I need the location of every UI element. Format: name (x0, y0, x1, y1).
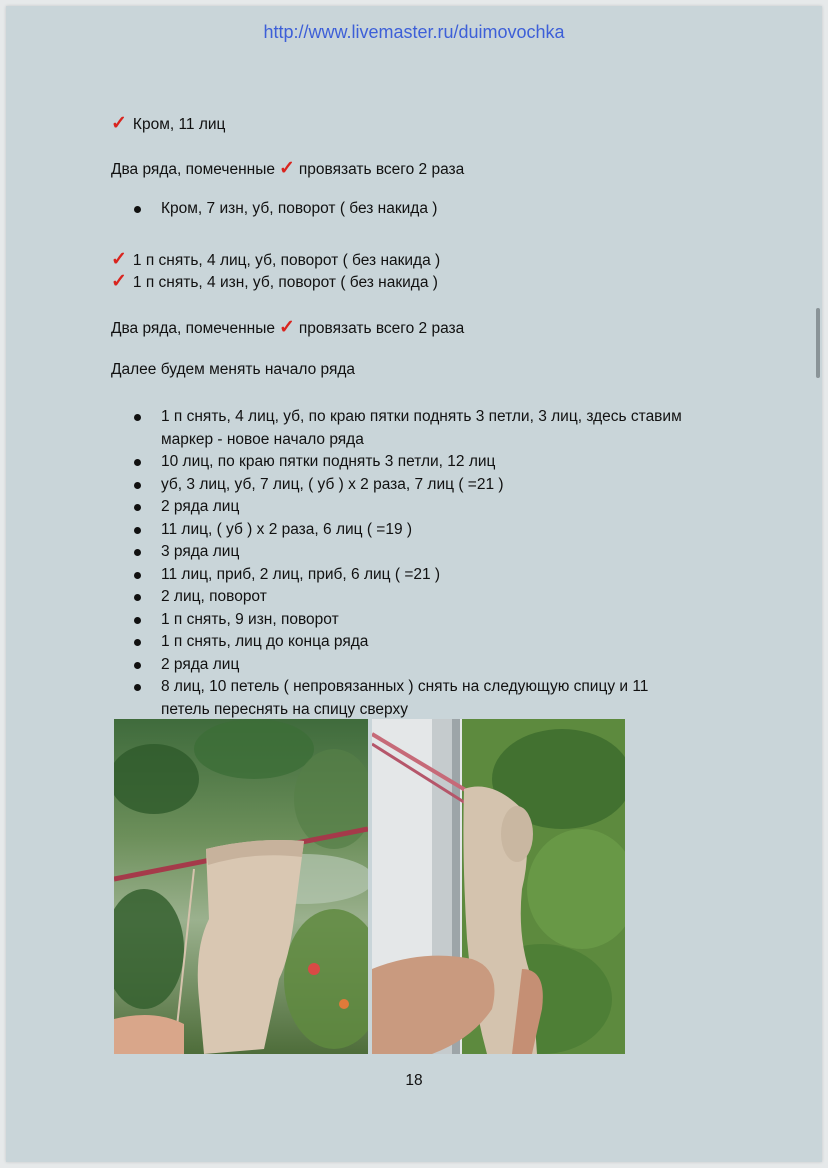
document-page: http://www.livemaster.ru/duimovochka ✓ Кром, 11 лиц Два ряда, помеченные ✓ провязать всего 2 раза Кром, 7 изн, уб, поворот ( без накида ) ✓ 1 п снять, 4 лиц, уб, поворот ( без накида ) ✓ 1 п снять, 4 изн, уб, поворот ( без накида ) Два ряда, помеченные ✓ провязать всего 2 раза Далее будем менять начало ряда 1 п снять, 4 лиц, уб, по краю пятки поднять 3 петли, 3 лиц, здесь ставим маркер - новое начало ряда 10 лиц, по краю пятки поднять 3 петли, 12 лиц уб, 3 лиц, уб, 7 лиц, ( уб ) х 2 раза, 7 лиц ( =21 ) 2 ряда лиц 11 лиц, ( уб ) х 2 раза, 6 лиц ( =19 ) 3 ряда лиц 11 лиц, приб, 2 лиц, приб, 6 лиц ( =21 ) 2 лиц, поворот 1 п снять, 9 изн, поворот 1 п снять, лиц до конца ряда 2 ряда лиц 8 лиц, 10 петель ( непровязанных ) снять на следующую спицу и 11 петель переснять на спицу сверху 18 (6, 6, 822, 1162)
list-item-text: 1 п снять, 4 лиц, уб, по краю пятки поднять 3 петли, 3 лиц, здесь ставим (161, 408, 682, 425)
list-item-text: 3 ряда лиц (161, 543, 240, 560)
check-line-3: ✓ 1 п снять, 4 изн, уб, поворот ( без накида ) (111, 271, 438, 292)
bullet-icon (134, 527, 141, 534)
bullet-icon (134, 206, 141, 213)
bullet-icon (134, 459, 141, 466)
bullet-icon (134, 572, 141, 579)
list-item-text: 2 лиц, поворот (161, 588, 267, 605)
section-intro: Далее будем менять начало ряда (111, 361, 356, 378)
list-item-text: петель переснять на спицу сверху (161, 700, 408, 718)
source-link[interactable]: http://www.livemaster.ru/duimovochka (263, 22, 565, 42)
list-item-text: 11 лиц, приб, 2 лиц, приб, 6 лиц ( =21 ) (161, 565, 441, 583)
bullet-icon (134, 504, 141, 511)
page-number: 18 (405, 1072, 423, 1089)
bullet-icon (134, 639, 141, 646)
check-icon: ✓ (278, 317, 295, 338)
photo-knitting-side (372, 719, 625, 1054)
note-line-1: Два ряда, помеченные ✓ провязать всего 2 раза (111, 158, 465, 179)
list-item-text: 11 лиц, ( уб ) х 2 раза, 6 лиц ( =19 ) (161, 520, 413, 538)
bullet-icon (134, 414, 141, 421)
list-item-text: 8 лиц, 10 петель ( непровязанных ) снять на следующую спицу и 11 (161, 678, 649, 695)
bullet-icon (134, 594, 141, 601)
check-icon: ✓ (278, 158, 295, 179)
photo-knitting-front (114, 719, 368, 1054)
check-icon: ✓ (111, 271, 127, 292)
check-icon: ✓ (111, 113, 127, 134)
bullet-icon (134, 549, 141, 556)
list-item-text: 10 лиц, по краю пятки поднять 3 петли, 12 лиц (161, 453, 496, 470)
list-item-text: маркер - новое начало ряда (161, 430, 364, 448)
bullet-icon (134, 684, 141, 691)
line-text: Кром, 11 лиц (132, 116, 226, 133)
list-item-text: уб, 3 лиц, уб, 7 лиц, ( уб ) х 2 раза, 7 лиц ( =21 ) (161, 475, 504, 493)
bullet-icon (134, 482, 141, 489)
list-item-text: 2 ряда лиц (161, 655, 240, 673)
check-line-1 (111, 112, 225, 135)
list-item-text: 2 ряда лиц (161, 498, 240, 515)
check-line-2: ✓ 1 п снять, 4 лиц, уб, поворот ( без накида ) (111, 249, 441, 270)
note-line-2: Два ряда, помеченные ✓ провязать всего 2 раза (111, 317, 465, 338)
check-icon: ✓ (111, 249, 127, 270)
scrollbar-thumb[interactable] (816, 308, 820, 378)
bullet-icon (134, 617, 141, 624)
bullet-icon (134, 662, 141, 669)
list-item-text: 1 п снять, лиц до конца ряда (161, 633, 369, 650)
list-item-text: 1 п снять, 9 изн, поворот (161, 610, 339, 628)
